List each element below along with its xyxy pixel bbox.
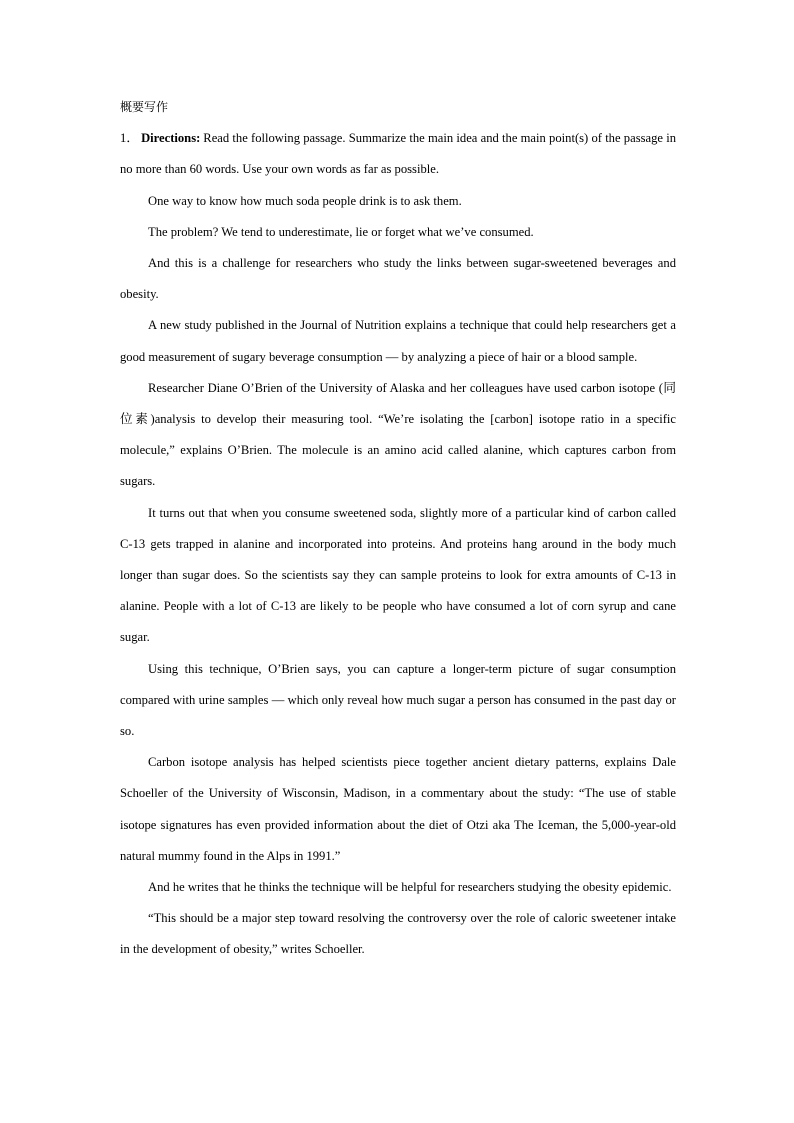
passage-paragraph-2: The problem? We tend to underestimate, lie or forget what we’ve consumed. [148, 224, 534, 239]
section-heading: 概要写作 [120, 100, 169, 114]
passage-paragraph-7: Using this technique, O’Brien says, you can capture a longer-term picture of sugar consumption compared with urine samples — which only reveal how much sugar a person has consumed in the past day or so. [120, 661, 676, 739]
passage-paragraph-1: One way to know how much soda people drink is to ask them. [148, 193, 462, 208]
passage-paragraph-4: A new study published in the Journal of Nutrition explains a technique that could help researchers get a good measurement of sugary beverage consumption — by analyzing a piece of hair or a blood sample. [120, 318, 676, 364]
question-number: 1． [120, 131, 140, 146]
passage-paragraph-3: And this is a challenge for researchers who study the links between sugar-sweetened beverages and obesity. [120, 256, 676, 302]
passage-paragraph-5: Researcher Diane O’Brien of the University of Alaska and her colleagues have used carbon isotope (同位素)analysis to develop their measuring tool. “We’re isolating the [carbon] isotope ratio in a specific molecule,” explains O’Brien. The molecule is an amino acid called alanine, which captures carbon from sugars. [120, 380, 676, 489]
directions-paragraph [120, 123, 676, 185]
document-page [120, 92, 676, 966]
directions-label: Directions: [141, 131, 201, 146]
passage-paragraph-10: “This should be a major step toward resolving the controversy over the role of caloric sweetener intake in the development of obesity,” writes Schoeller. [120, 911, 676, 957]
passage-paragraph-6: It turns out that when you consume sweetened soda, slightly more of a particular kind of carbon called C-13 gets trapped in alanine and incorporated into proteins. And proteins hang around in the body much longer than sugar does. So the scientists say they can sample proteins to look for extra amounts of C-13 in alanine. People with a lot of C-13 are likely to be people who have consumed a lot of corn syrup and cane sugar. [120, 505, 676, 645]
passage-paragraph-8: Carbon isotope analysis has helped scientists piece together ancient dietary patterns, explains Dale Schoeller of the University of Wisconsin, Madison, in a commentary about the study: “The use of stable isotope signatures has even provided information about the diet of Otzi aka The Iceman, the 5,000-year-old natural mummy found in the Alps in 1991.” [120, 755, 676, 863]
directions-text: Read the following passage. Summarize the main idea and the main point(s) of the passage in no more than 60 words. Use your own words as far as possible. [120, 131, 677, 177]
passage-paragraph-9: And he writes that he thinks the technique will be helpful for researchers studying the obesity epidemic. [148, 880, 672, 895]
